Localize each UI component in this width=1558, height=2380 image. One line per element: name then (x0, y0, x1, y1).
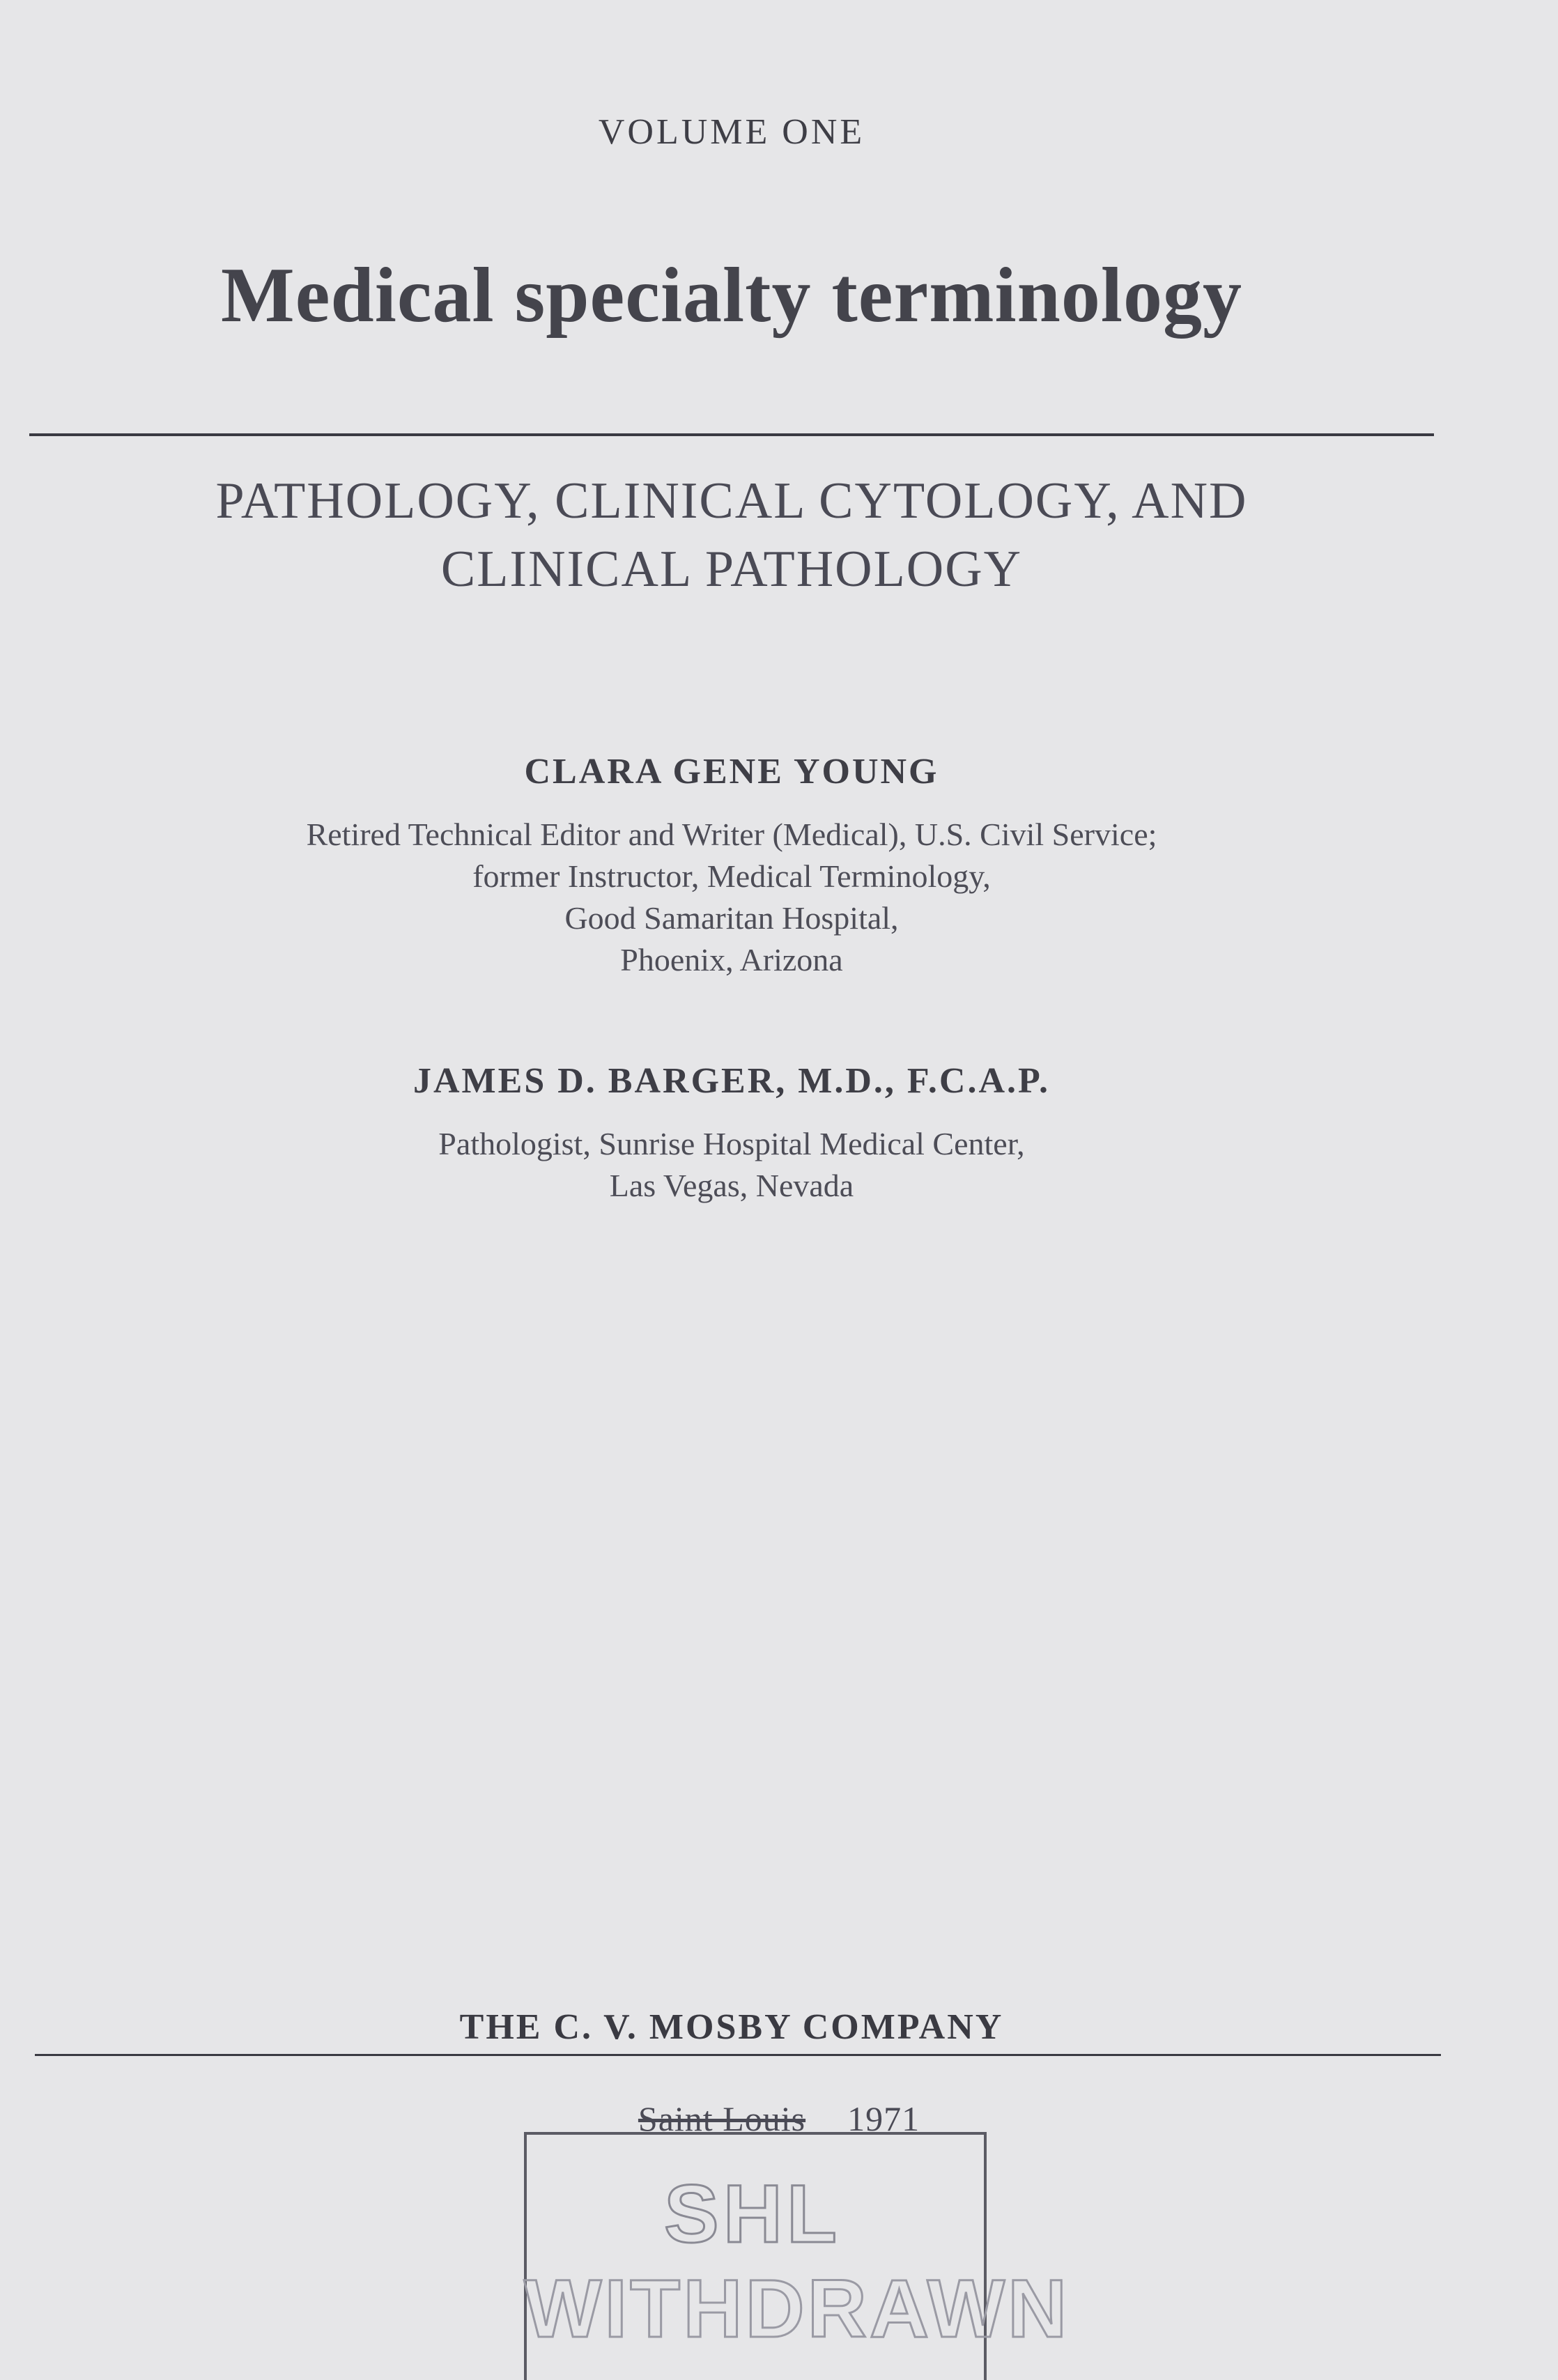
author-name: JAMES D. BARGER, M.D., F.C.A.P. (413, 1061, 1050, 1101)
imprint-year: 1971 (847, 2099, 920, 2138)
author-affiliation (0, 1123, 1463, 1207)
stamp-text-line2: WITHDRAWN (524, 2263, 1070, 2355)
book-title: Medical specialty terminology (220, 252, 1243, 339)
affiliation-line: Las Vegas, Nevada (609, 1168, 854, 1203)
affiliation-line: former Instructor, Medical Terminology, (472, 858, 991, 894)
title-divider (29, 433, 1434, 436)
affiliation-line: Pathologist, Sunrise Hospital Medical Center, (438, 1126, 1025, 1161)
imprint-place: Saint Louis (638, 2099, 806, 2138)
subtitle-line: PATHOLOGY, CLINICAL CYTOLOGY, AND (215, 472, 1248, 530)
affiliation-line: Good Samaritan Hospital, (564, 900, 899, 936)
author-affiliation (0, 814, 1463, 981)
volume-label: VOLUME ONE (598, 112, 865, 152)
publisher: THE C. V. MOSBY COMPANY (459, 2007, 1004, 2047)
affiliation-line: Retired Technical Editor and Writer (Medical), U.S. Civil Service; (306, 817, 1157, 852)
publisher-divider (35, 2054, 1441, 2056)
stamp-text-line1: SHL (664, 2168, 841, 2260)
affiliation-line: Phoenix, Arizona (620, 942, 843, 978)
author-name: CLARA GENE YOUNG (524, 752, 939, 791)
imprint (0, 2099, 1558, 2139)
subtitle-line: CLINICAL PATHOLOGY (440, 541, 1023, 598)
subtitle (0, 467, 1463, 603)
